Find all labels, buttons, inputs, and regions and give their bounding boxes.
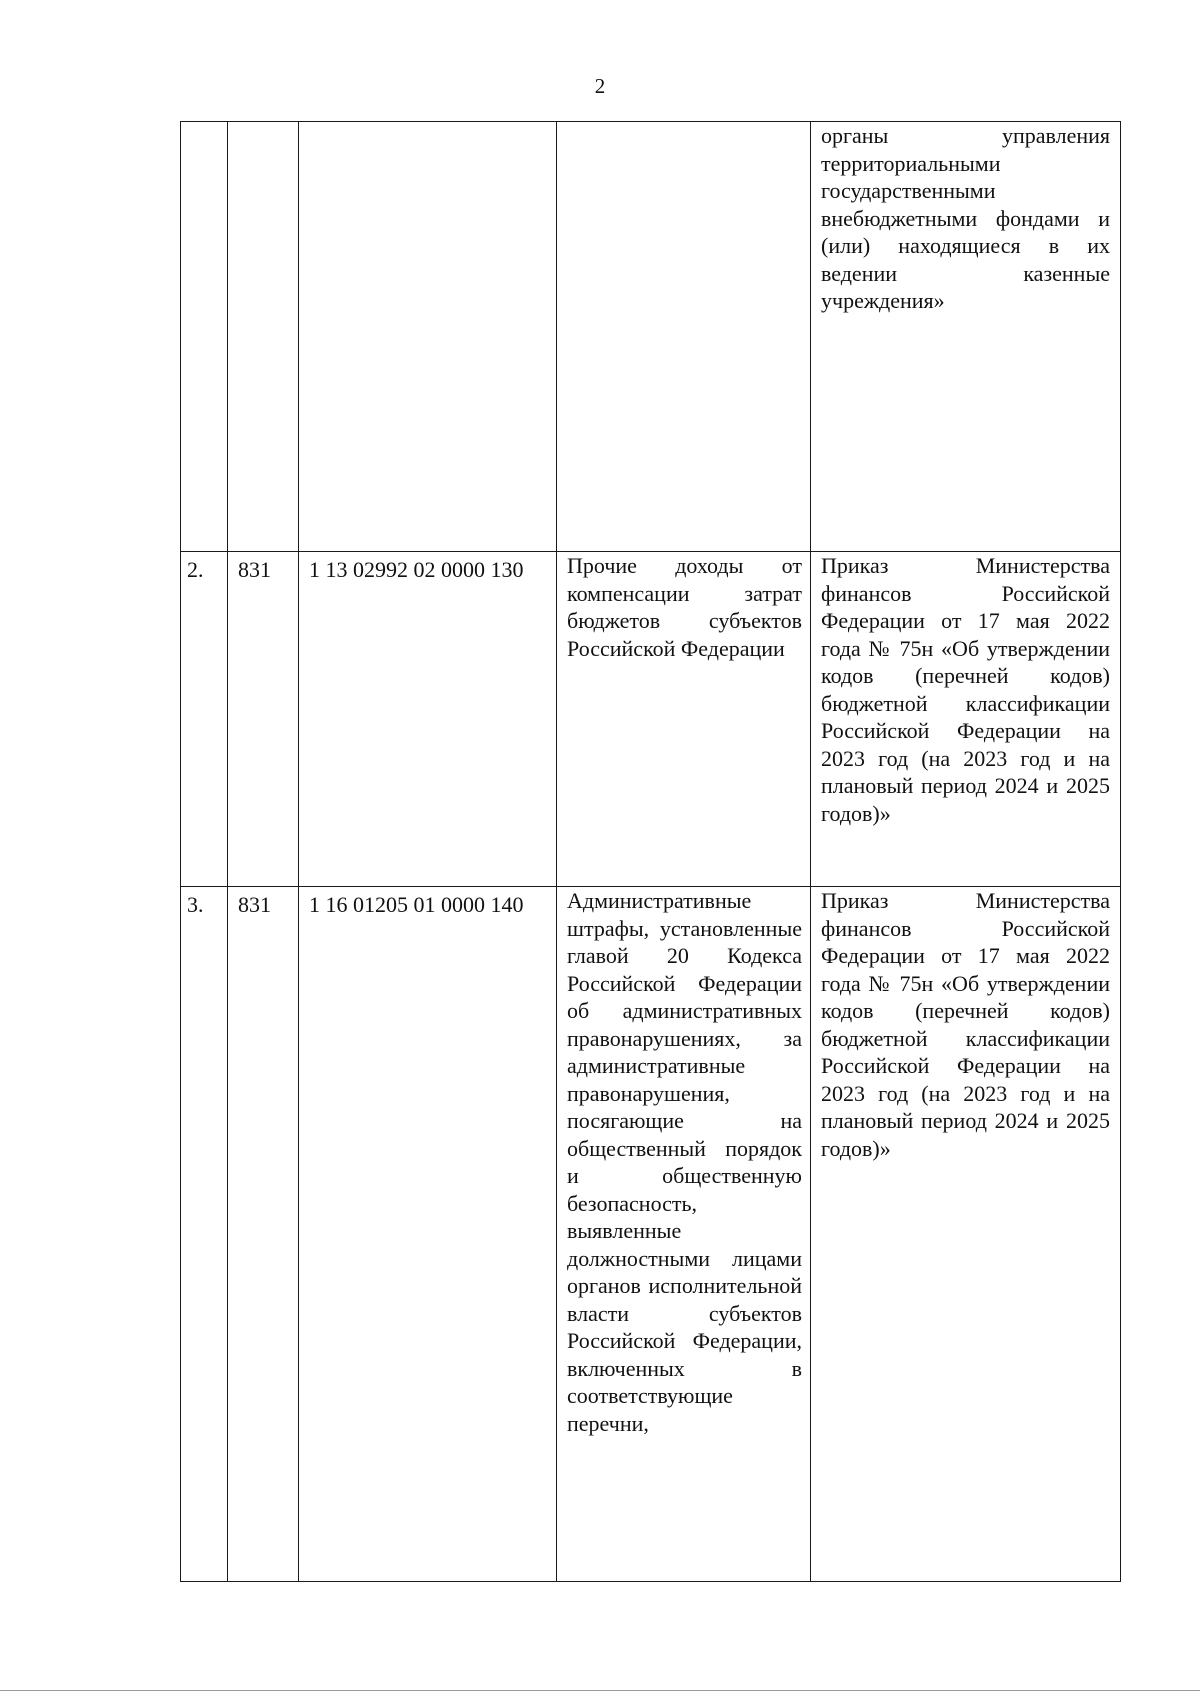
table-row	[181, 552, 1121, 887]
revenue-name-cell	[557, 122, 811, 552]
revenue-name-cell: Административные штрафы, установленные главой 20 Кодекса Российской Федерации об административных правонарушениях, за административные правонарушения, посягающие на общественный порядок и общественную безопасность, выявленные должностными лицами органов исполнительной власти субъектов Российской Федерации, включенных в соответствующие перечни,	[557, 887, 811, 1582]
page-number: 2	[594, 74, 606, 98]
table-row	[181, 122, 1121, 552]
revenue-name-cell: Прочие доходы от компенсации затрат бюджетов субъектов Российской Федерации	[557, 552, 811, 887]
bottom-rule	[0, 1690, 1200, 1691]
admin-code-cell: 831	[228, 552, 299, 887]
row-number-cell: 3.	[181, 887, 228, 1582]
kbk-code-cell	[299, 122, 557, 552]
legal-basis-cell: органы управления территориальными государственными внебюджетными фондами и (или) находящиеся в их ведении казенные учреждения»	[811, 122, 1121, 552]
admin-code-cell	[228, 122, 299, 552]
kbk-code-cell: 1 13 02992 02 0000 130	[299, 552, 557, 887]
admin-code-cell: 831	[228, 887, 299, 1582]
row-number-cell: 2.	[181, 552, 228, 887]
table-row	[181, 887, 1121, 1582]
row-number-cell	[181, 122, 228, 552]
kbk-code-cell: 1 16 01205 01 0000 140	[299, 887, 557, 1582]
revenue-codes-table	[180, 121, 1121, 1582]
legal-basis-cell: Приказ Министерства финансов Российской Федерации от 17 мая 2022 года № 75н «Об утверждении кодов (перечней кодов) бюджетной классификации Российской Федерации на 2023 год (на 2023 год и на плановый период 2024 и 2025 годов)»	[811, 552, 1121, 887]
legal-basis-cell: Приказ Министерства финансов Российской Федерации от 17 мая 2022 года № 75н «Об утверждении кодов (перечней кодов) бюджетной классификации Российской Федерации на 2023 год (на 2023 год и на плановый период 2024 и 2025 годов)»	[811, 887, 1121, 1582]
